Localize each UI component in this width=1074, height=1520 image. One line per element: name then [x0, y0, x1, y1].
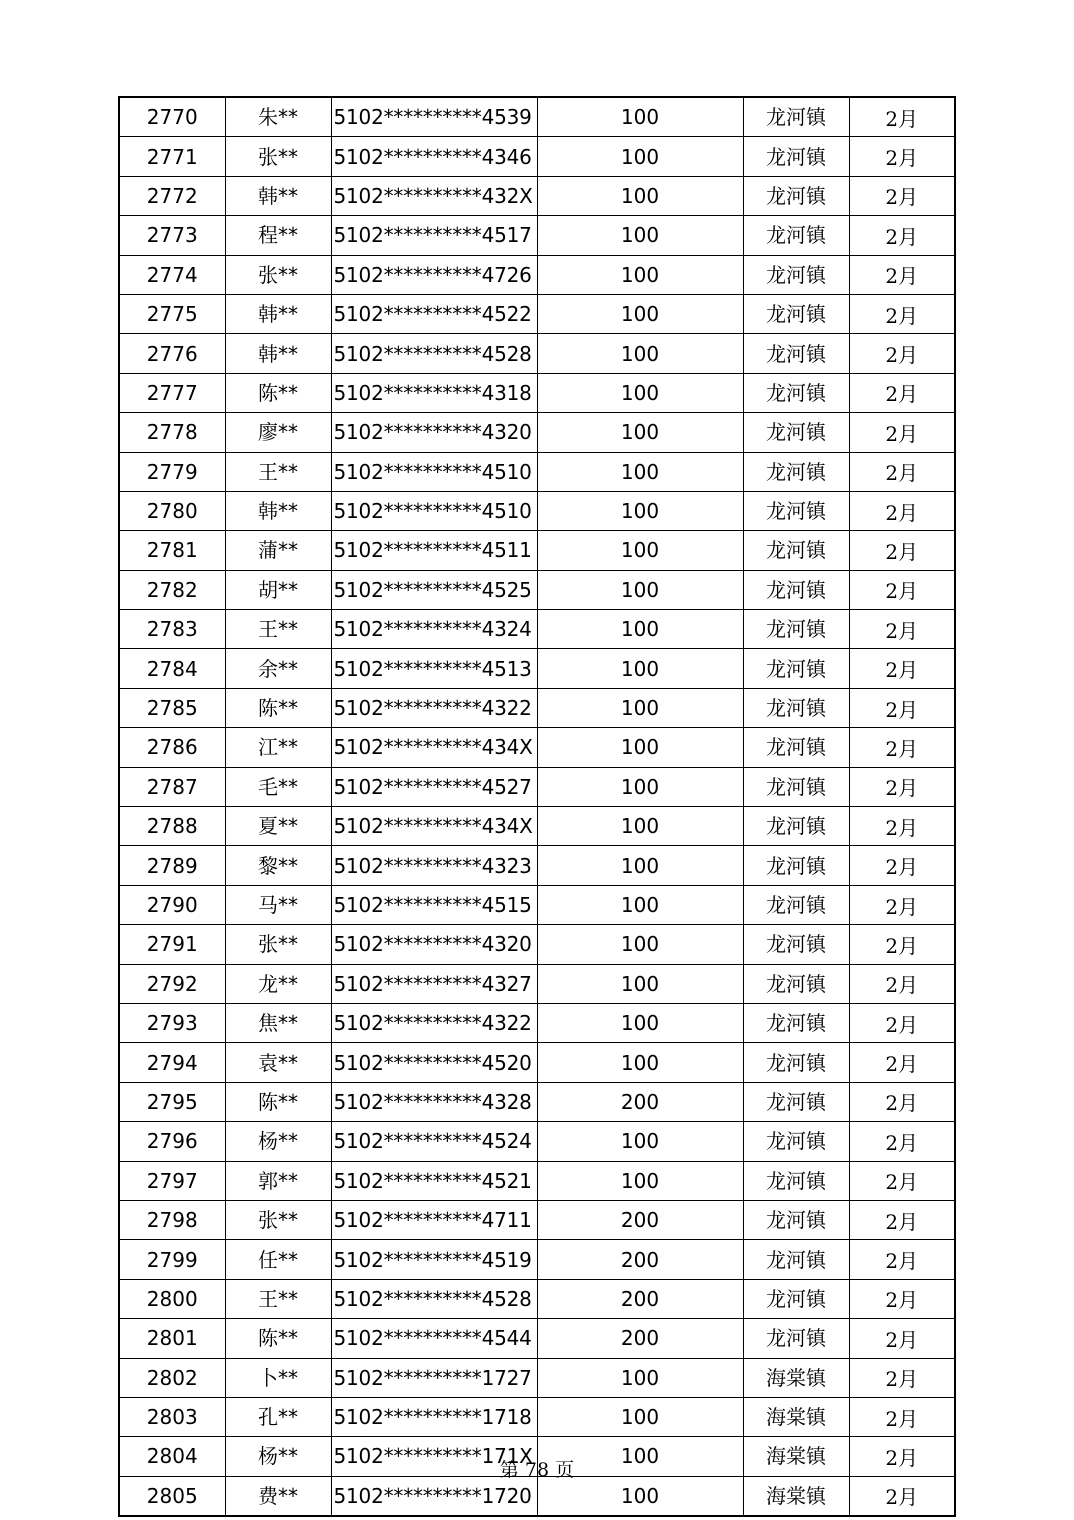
id-number-cell: 5102**********4511	[331, 531, 537, 570]
id-number-cell: 5102**********4328	[331, 1082, 537, 1121]
town-cell: 龙河镇	[743, 176, 849, 215]
amount-cell: 100	[537, 885, 743, 924]
name-cell: 卜**	[225, 1358, 331, 1397]
name-cell: 韩**	[225, 176, 331, 215]
serial-number-cell: 2775	[119, 294, 225, 333]
serial-number-cell: 2776	[119, 334, 225, 373]
town-cell: 龙河镇	[743, 373, 849, 412]
serial-number-cell: 2785	[119, 688, 225, 727]
table-row	[119, 610, 955, 649]
serial-number-cell: 2805	[119, 1476, 225, 1516]
table-row	[119, 334, 955, 373]
table-row	[119, 137, 955, 176]
serial-number-cell: 2800	[119, 1279, 225, 1318]
id-number-cell: 5102**********4528	[331, 334, 537, 373]
serial-number-cell: 2801	[119, 1319, 225, 1358]
amount-cell: 100	[537, 1397, 743, 1436]
id-number-cell: 5102**********4521	[331, 1161, 537, 1200]
name-cell: 韩**	[225, 334, 331, 373]
month-cell: 2月	[849, 294, 955, 333]
table-row	[119, 767, 955, 806]
table-row	[119, 97, 955, 137]
table-row	[119, 294, 955, 333]
name-cell: 江**	[225, 728, 331, 767]
town-cell: 龙河镇	[743, 649, 849, 688]
amount-cell: 200	[537, 1200, 743, 1239]
amount-cell: 200	[537, 1319, 743, 1358]
name-cell: 陈**	[225, 1082, 331, 1121]
id-number-cell: 5102**********4544	[331, 1319, 537, 1358]
table-row	[119, 885, 955, 924]
table-row	[119, 846, 955, 885]
id-number-cell: 5102**********434X	[331, 728, 537, 767]
table-row	[119, 531, 955, 570]
month-cell: 2月	[849, 413, 955, 452]
name-cell: 杨**	[225, 1437, 331, 1476]
name-cell: 杨**	[225, 1122, 331, 1161]
table-row	[119, 1161, 955, 1200]
id-number-cell: 5102**********4517	[331, 216, 537, 255]
month-cell: 2月	[849, 373, 955, 412]
id-number-cell: 5102**********1720	[331, 1476, 537, 1516]
id-number-cell: 5102**********4528	[331, 1279, 537, 1318]
month-cell: 2月	[849, 807, 955, 846]
name-cell: 费**	[225, 1476, 331, 1516]
serial-number-cell: 2773	[119, 216, 225, 255]
serial-number-cell: 2793	[119, 1003, 225, 1042]
name-cell: 毛**	[225, 767, 331, 806]
id-number-cell: 5102**********4539	[331, 97, 537, 137]
id-number-cell: 5102**********4318	[331, 373, 537, 412]
serial-number-cell: 2784	[119, 649, 225, 688]
month-cell: 2月	[849, 531, 955, 570]
serial-number-cell: 2780	[119, 491, 225, 530]
town-cell: 龙河镇	[743, 97, 849, 137]
id-number-cell: 5102**********4520	[331, 1043, 537, 1082]
month-cell: 2月	[849, 255, 955, 294]
town-cell: 龙河镇	[743, 570, 849, 609]
town-cell: 海棠镇	[743, 1358, 849, 1397]
serial-number-cell: 2778	[119, 413, 225, 452]
month-cell: 2月	[849, 885, 955, 924]
amount-cell: 100	[537, 294, 743, 333]
name-cell: 郭**	[225, 1161, 331, 1200]
month-cell: 2月	[849, 1200, 955, 1239]
amount-cell: 100	[537, 97, 743, 137]
town-cell: 龙河镇	[743, 767, 849, 806]
month-cell: 2月	[849, 1161, 955, 1200]
serial-number-cell: 2782	[119, 570, 225, 609]
amount-cell: 100	[537, 1122, 743, 1161]
serial-number-cell: 2786	[119, 728, 225, 767]
table-row	[119, 176, 955, 215]
serial-number-cell: 2790	[119, 885, 225, 924]
id-number-cell: 5102**********4525	[331, 570, 537, 609]
records-table	[118, 96, 956, 1517]
town-cell: 龙河镇	[743, 452, 849, 491]
id-number-cell: 5102**********4324	[331, 610, 537, 649]
month-cell: 2月	[849, 1122, 955, 1161]
month-cell: 2月	[849, 452, 955, 491]
table-row	[119, 413, 955, 452]
id-number-cell: 5102**********171X	[331, 1437, 537, 1476]
records-table-body	[119, 97, 955, 1516]
serial-number-cell: 2781	[119, 531, 225, 570]
id-number-cell: 5102**********4726	[331, 255, 537, 294]
month-cell: 2月	[849, 846, 955, 885]
amount-cell: 100	[537, 413, 743, 452]
month-cell: 2月	[849, 964, 955, 1003]
town-cell: 龙河镇	[743, 531, 849, 570]
amount-cell: 100	[537, 1476, 743, 1516]
table-row	[119, 1358, 955, 1397]
amount-cell: 100	[537, 767, 743, 806]
amount-cell: 100	[537, 1437, 743, 1476]
town-cell: 龙河镇	[743, 1279, 849, 1318]
month-cell: 2月	[849, 334, 955, 373]
month-cell: 2月	[849, 1082, 955, 1121]
town-cell: 龙河镇	[743, 610, 849, 649]
town-cell: 龙河镇	[743, 846, 849, 885]
amount-cell: 100	[537, 649, 743, 688]
id-number-cell: 5102**********4711	[331, 1200, 537, 1239]
amount-cell: 100	[537, 452, 743, 491]
name-cell: 龙**	[225, 964, 331, 1003]
month-cell: 2月	[849, 1279, 955, 1318]
serial-number-cell: 2789	[119, 846, 225, 885]
id-number-cell: 5102**********4524	[331, 1122, 537, 1161]
serial-number-cell: 2804	[119, 1437, 225, 1476]
town-cell: 龙河镇	[743, 807, 849, 846]
page-number: 第 78 页	[499, 1459, 575, 1481]
name-cell: 孔**	[225, 1397, 331, 1436]
amount-cell: 100	[537, 373, 743, 412]
amount-cell: 100	[537, 1358, 743, 1397]
id-number-cell: 5102**********4327	[331, 964, 537, 1003]
amount-cell: 100	[537, 531, 743, 570]
amount-cell: 100	[537, 846, 743, 885]
table-row	[119, 491, 955, 530]
serial-number-cell: 2802	[119, 1358, 225, 1397]
serial-number-cell: 2799	[119, 1240, 225, 1279]
town-cell: 龙河镇	[743, 294, 849, 333]
amount-cell: 200	[537, 1279, 743, 1318]
serial-number-cell: 2797	[119, 1161, 225, 1200]
month-cell: 2月	[849, 97, 955, 137]
name-cell: 程**	[225, 216, 331, 255]
name-cell: 余**	[225, 649, 331, 688]
name-cell: 胡**	[225, 570, 331, 609]
amount-cell: 200	[537, 1240, 743, 1279]
town-cell: 海棠镇	[743, 1476, 849, 1516]
town-cell: 龙河镇	[743, 1200, 849, 1239]
town-cell: 龙河镇	[743, 925, 849, 964]
serial-number-cell: 2796	[119, 1122, 225, 1161]
id-number-cell: 5102**********4510	[331, 491, 537, 530]
town-cell: 龙河镇	[743, 1043, 849, 1082]
name-cell: 张**	[225, 925, 331, 964]
month-cell: 2月	[849, 1397, 955, 1436]
id-number-cell: 5102**********4320	[331, 413, 537, 452]
id-number-cell: 5102**********4346	[331, 137, 537, 176]
amount-cell: 100	[537, 255, 743, 294]
month-cell: 2月	[849, 570, 955, 609]
month-cell: 2月	[849, 176, 955, 215]
town-cell: 龙河镇	[743, 413, 849, 452]
table-row	[119, 1476, 955, 1516]
town-cell: 龙河镇	[743, 1240, 849, 1279]
amount-cell: 100	[537, 176, 743, 215]
name-cell: 朱**	[225, 97, 331, 137]
table-row	[119, 1240, 955, 1279]
name-cell: 王**	[225, 1279, 331, 1318]
serial-number-cell: 2787	[119, 767, 225, 806]
name-cell: 张**	[225, 1200, 331, 1239]
id-number-cell: 5102**********4322	[331, 1003, 537, 1042]
name-cell: 韩**	[225, 294, 331, 333]
id-number-cell: 5102**********4522	[331, 294, 537, 333]
id-number-cell: 5102**********4519	[331, 1240, 537, 1279]
table-row	[119, 1043, 955, 1082]
name-cell: 任**	[225, 1240, 331, 1279]
serial-number-cell: 2779	[119, 452, 225, 491]
name-cell: 陈**	[225, 1319, 331, 1358]
town-cell: 龙河镇	[743, 688, 849, 727]
serial-number-cell: 2783	[119, 610, 225, 649]
id-number-cell: 5102**********434X	[331, 807, 537, 846]
name-cell: 焦**	[225, 1003, 331, 1042]
month-cell: 2月	[849, 1358, 955, 1397]
town-cell: 龙河镇	[743, 137, 849, 176]
month-cell: 2月	[849, 1319, 955, 1358]
town-cell: 海棠镇	[743, 1397, 849, 1436]
amount-cell: 100	[537, 216, 743, 255]
table-row	[119, 728, 955, 767]
name-cell: 王**	[225, 610, 331, 649]
amount-cell: 200	[537, 1082, 743, 1121]
name-cell: 王**	[225, 452, 331, 491]
month-cell: 2月	[849, 216, 955, 255]
name-cell: 袁**	[225, 1043, 331, 1082]
serial-number-cell: 2774	[119, 255, 225, 294]
table-row	[119, 1200, 955, 1239]
id-number-cell: 5102**********1718	[331, 1397, 537, 1436]
id-number-cell: 5102**********4513	[331, 649, 537, 688]
town-cell: 龙河镇	[743, 1319, 849, 1358]
id-number-cell: 5102**********4515	[331, 885, 537, 924]
month-cell: 2月	[849, 925, 955, 964]
month-cell: 2月	[849, 610, 955, 649]
table-row	[119, 1279, 955, 1318]
amount-cell: 100	[537, 491, 743, 530]
town-cell: 龙河镇	[743, 1003, 849, 1042]
table-row	[119, 373, 955, 412]
serial-number-cell: 2770	[119, 97, 225, 137]
name-cell: 张**	[225, 137, 331, 176]
table-row	[119, 1319, 955, 1358]
serial-number-cell: 2798	[119, 1200, 225, 1239]
amount-cell: 100	[537, 570, 743, 609]
amount-cell: 100	[537, 925, 743, 964]
month-cell: 2月	[849, 728, 955, 767]
amount-cell: 100	[537, 728, 743, 767]
town-cell: 龙河镇	[743, 1082, 849, 1121]
table-row	[119, 925, 955, 964]
month-cell: 2月	[849, 649, 955, 688]
amount-cell: 100	[537, 334, 743, 373]
name-cell: 廖**	[225, 413, 331, 452]
name-cell: 韩**	[225, 491, 331, 530]
table-row	[119, 807, 955, 846]
id-number-cell: 5102**********4323	[331, 846, 537, 885]
id-number-cell: 5102**********4510	[331, 452, 537, 491]
month-cell: 2月	[849, 1043, 955, 1082]
table-row	[119, 688, 955, 727]
table-row	[119, 452, 955, 491]
month-cell: 2月	[849, 1240, 955, 1279]
name-cell: 陈**	[225, 688, 331, 727]
serial-number-cell: 2771	[119, 137, 225, 176]
serial-number-cell: 2803	[119, 1397, 225, 1436]
amount-cell: 100	[537, 1043, 743, 1082]
month-cell: 2月	[849, 137, 955, 176]
serial-number-cell: 2791	[119, 925, 225, 964]
town-cell: 龙河镇	[743, 334, 849, 373]
name-cell: 陈**	[225, 373, 331, 412]
town-cell: 龙河镇	[743, 255, 849, 294]
table-row	[119, 570, 955, 609]
amount-cell: 100	[537, 610, 743, 649]
serial-number-cell: 2772	[119, 176, 225, 215]
town-cell: 龙河镇	[743, 964, 849, 1003]
id-number-cell: 5102**********1727	[331, 1358, 537, 1397]
amount-cell: 100	[537, 807, 743, 846]
town-cell: 龙河镇	[743, 885, 849, 924]
id-number-cell: 5102**********4527	[331, 767, 537, 806]
table-row	[119, 649, 955, 688]
amount-cell: 100	[537, 688, 743, 727]
town-cell: 龙河镇	[743, 491, 849, 530]
table-row	[119, 216, 955, 255]
name-cell: 黎**	[225, 846, 331, 885]
amount-cell: 100	[537, 964, 743, 1003]
id-number-cell: 5102**********4320	[331, 925, 537, 964]
month-cell: 2月	[849, 688, 955, 727]
serial-number-cell: 2788	[119, 807, 225, 846]
month-cell: 2月	[849, 1003, 955, 1042]
serial-number-cell: 2795	[119, 1082, 225, 1121]
amount-cell: 100	[537, 1003, 743, 1042]
table-row	[119, 1122, 955, 1161]
serial-number-cell: 2777	[119, 373, 225, 412]
town-cell: 龙河镇	[743, 728, 849, 767]
table-row	[119, 1003, 955, 1042]
month-cell: 2月	[849, 1476, 955, 1516]
town-cell: 龙河镇	[743, 216, 849, 255]
town-cell: 龙河镇	[743, 1122, 849, 1161]
town-cell: 龙河镇	[743, 1161, 849, 1200]
id-number-cell: 5102**********432X	[331, 176, 537, 215]
id-number-cell: 5102**********4322	[331, 688, 537, 727]
town-cell: 海棠镇	[743, 1437, 849, 1476]
month-cell: 2月	[849, 491, 955, 530]
table-row	[119, 964, 955, 1003]
name-cell: 蒲**	[225, 531, 331, 570]
name-cell: 张**	[225, 255, 331, 294]
serial-number-cell: 2794	[119, 1043, 225, 1082]
serial-number-cell: 2792	[119, 964, 225, 1003]
month-cell: 2月	[849, 767, 955, 806]
amount-cell: 100	[537, 137, 743, 176]
name-cell: 夏**	[225, 807, 331, 846]
table-row	[119, 1082, 955, 1121]
name-cell: 马**	[225, 885, 331, 924]
table-row	[119, 255, 955, 294]
month-cell: 2月	[849, 1437, 955, 1476]
amount-cell: 100	[537, 1161, 743, 1200]
table-row	[119, 1397, 955, 1436]
